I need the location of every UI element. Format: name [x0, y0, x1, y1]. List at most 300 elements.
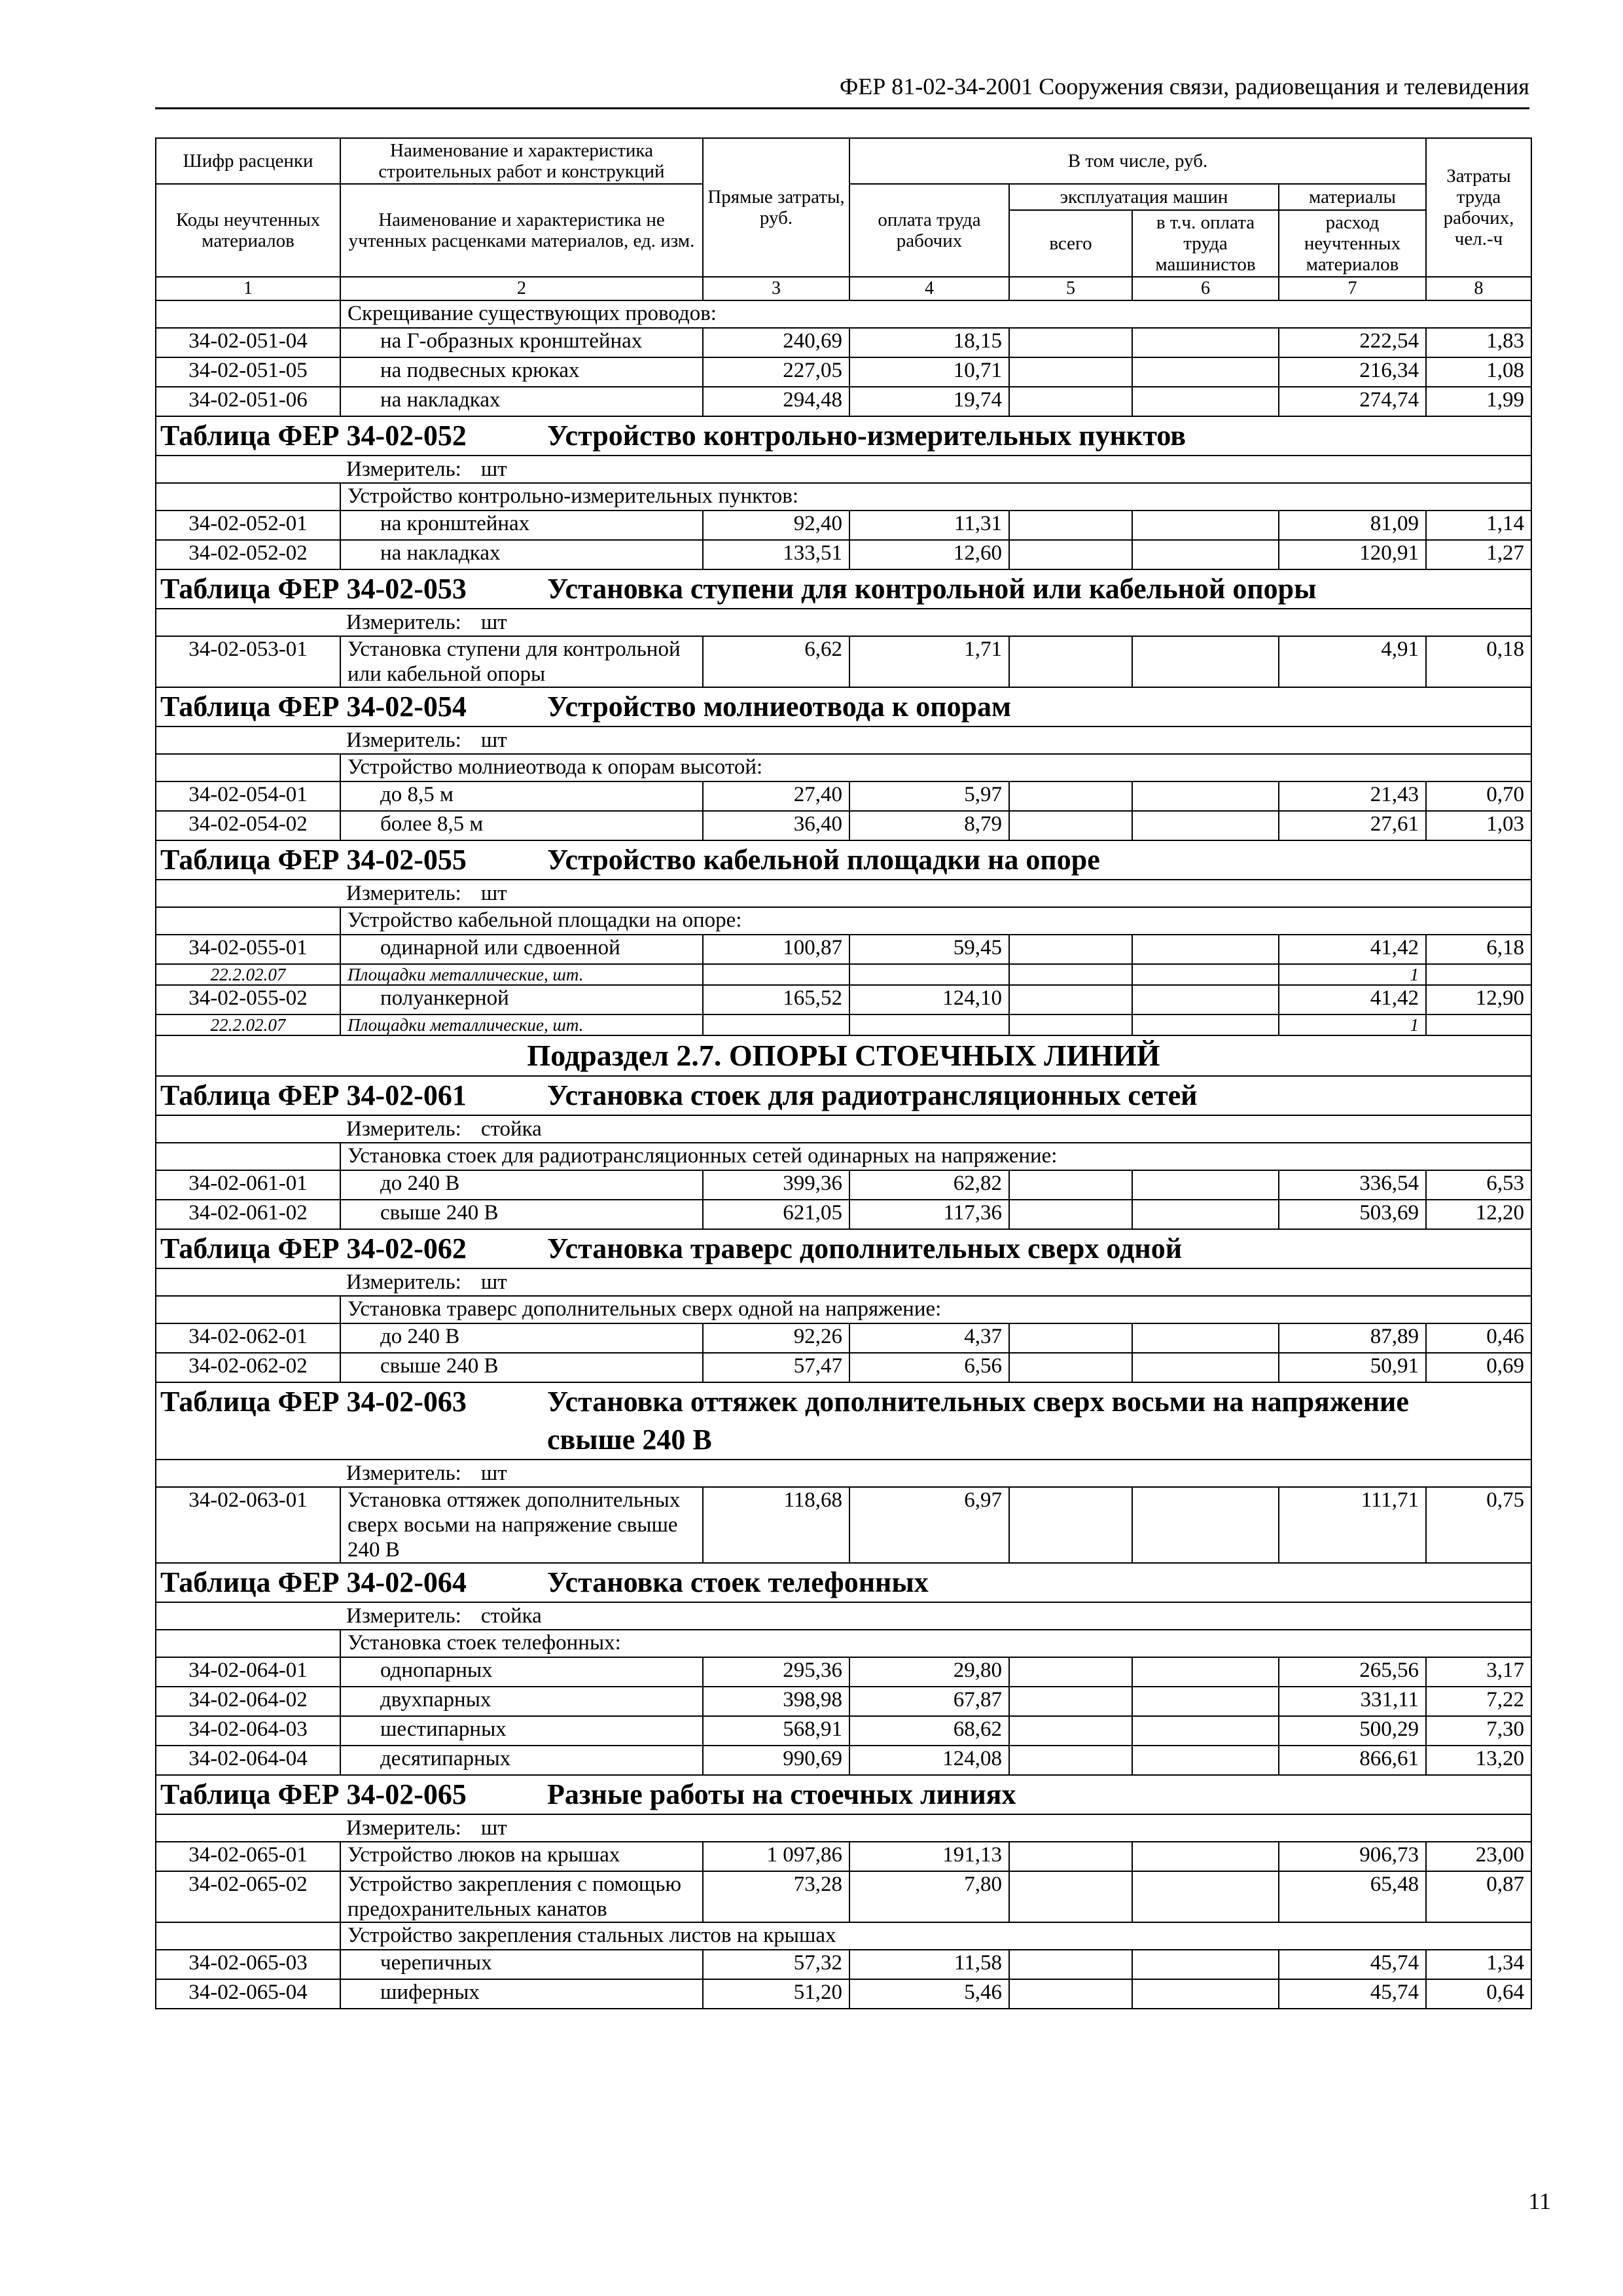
price-table — [155, 137, 1532, 2009]
table-title — [156, 1229, 1531, 1268]
row-labor-hours: 7,22 — [1426, 1687, 1531, 1716]
group-empty-cell — [156, 1296, 340, 1323]
row-labor-hours: 12,20 — [1426, 1200, 1531, 1229]
row-code: 34-02-062-01 — [156, 1323, 340, 1353]
row-direct-cost: 1 097,86 — [703, 1842, 849, 1871]
row-labor-hours: 1,83 — [1426, 328, 1531, 357]
row-labor-hours: 0,69 — [1426, 1353, 1531, 1382]
table-title — [156, 687, 1531, 726]
row-machines-labor — [1132, 811, 1279, 840]
group-row — [156, 907, 1531, 935]
row-direct-cost: 399,36 — [703, 1170, 849, 1200]
row-machines-labor — [1132, 636, 1279, 687]
table-name: Разные работы на стоечных линиях — [547, 1778, 1016, 1810]
row-direct-cost: 133,51 — [703, 540, 849, 569]
row-direct-cost: 57,47 — [703, 1353, 849, 1382]
row-name: на накладках — [340, 387, 703, 416]
table-row — [156, 540, 1531, 569]
row-machines-labor — [1132, 540, 1279, 569]
row-direct-cost: 27,40 — [703, 781, 849, 811]
empty-cell — [1132, 964, 1279, 985]
group-empty-cell — [156, 907, 340, 935]
meter-row — [156, 726, 1531, 754]
table-title-row — [156, 1563, 1531, 1602]
row-machines-total — [1009, 1687, 1132, 1716]
group-empty-cell — [156, 483, 340, 511]
row-machines-total — [1009, 1657, 1132, 1687]
empty-cell — [1426, 1014, 1531, 1035]
row-direct-cost: 100,87 — [703, 935, 849, 964]
row-direct-cost: 568,91 — [703, 1716, 849, 1746]
row-direct-cost: 227,05 — [703, 357, 849, 387]
table-row — [156, 357, 1531, 387]
meter-row — [156, 880, 1531, 907]
meter-cell — [156, 1602, 1531, 1630]
row-materials: 222,54 — [1279, 328, 1426, 357]
row-code: 34-02-052-02 — [156, 540, 340, 569]
row-machines-total — [1009, 1871, 1132, 1922]
row-materials: 41,42 — [1279, 985, 1426, 1014]
meter-row — [156, 1814, 1531, 1842]
row-direct-cost: 57,32 — [703, 1950, 849, 1979]
row-machines-labor — [1132, 1979, 1279, 2009]
meter-unit: шт — [480, 1816, 507, 1840]
col-num: 1 — [156, 277, 340, 300]
row-code: 34-02-062-02 — [156, 1353, 340, 1382]
row-name: Установка ступени для контрольной или кабельной опоры — [340, 636, 703, 687]
row-machines-total — [1009, 357, 1132, 387]
table-name: Установка ступени для контрольной или кабельной опоры — [547, 573, 1317, 605]
table-row — [156, 1746, 1531, 1775]
row-labor-hours: 0,64 — [1426, 1979, 1531, 2009]
row-labor-hours: 1,27 — [1426, 540, 1531, 569]
meter-unit: шт — [480, 611, 507, 634]
row-materials: 111,71 — [1279, 1487, 1426, 1563]
row-code: 34-02-061-01 — [156, 1170, 340, 1200]
empty-cell — [849, 964, 1009, 985]
meter-row — [156, 1460, 1531, 1487]
row-machines-total — [1009, 1200, 1132, 1229]
table-row — [156, 811, 1531, 840]
empty-cell — [703, 964, 849, 985]
row-machines-labor — [1132, 935, 1279, 964]
col-num: 2 — [340, 277, 703, 300]
table-row — [156, 1170, 1531, 1200]
row-name: более 8,5 м — [340, 811, 703, 840]
table-row — [156, 1487, 1531, 1563]
row-labor-pay: 5,97 — [849, 781, 1009, 811]
meter-label: Измеритель: — [346, 1816, 461, 1840]
page-number: 11 — [1528, 2188, 1551, 2214]
row-code: 34-02-064-01 — [156, 1657, 340, 1687]
row-labor-pay: 19,74 — [849, 387, 1009, 416]
row-machines-total — [1009, 1716, 1132, 1746]
meter-label: Измеритель: — [346, 882, 461, 905]
group-text: Устройство кабельной площадки на опоре: — [340, 907, 1531, 935]
row-materials: 87,89 — [1279, 1323, 1426, 1353]
row-machines-labor — [1132, 1487, 1279, 1563]
group-empty-cell — [156, 1143, 340, 1170]
row-name: однопарных — [340, 1657, 703, 1687]
row-direct-cost: 118,68 — [703, 1487, 849, 1563]
group-row — [156, 483, 1531, 511]
row-direct-cost: 73,28 — [703, 1871, 849, 1922]
row-materials: 65,48 — [1279, 1871, 1426, 1922]
row-labor-pay: 11,31 — [849, 511, 1009, 540]
table-number: Таблица ФЕР 34-02-055 — [160, 844, 467, 876]
table-name: Установка оттяжек дополнительных сверх восьми на напряжение свыше 240 В — [547, 1386, 1409, 1456]
row-code: 34-02-061-02 — [156, 1200, 340, 1229]
row-labor-hours: 1,99 — [1426, 387, 1531, 416]
row-labor-pay: 124,10 — [849, 985, 1009, 1014]
row-direct-cost: 36,40 — [703, 811, 849, 840]
table-row — [156, 985, 1531, 1014]
table-title-row — [156, 687, 1531, 726]
material-name: Площадки металлические, шт. — [340, 1014, 703, 1035]
row-labor-hours: 1,03 — [1426, 811, 1531, 840]
row-code: 34-02-053-01 — [156, 636, 340, 687]
row-direct-cost: 51,20 — [703, 1979, 849, 2009]
row-labor-pay: 4,37 — [849, 1323, 1009, 1353]
meter-label: Измеритель: — [346, 1462, 461, 1485]
row-name: шестипарных — [340, 1716, 703, 1746]
row-machines-total — [1009, 781, 1132, 811]
row-name: шиферных — [340, 1979, 703, 2009]
table-title-row — [156, 840, 1531, 880]
table-number: Таблица ФЕР 34-02-064 — [160, 1566, 467, 1598]
table-name: Установка стоек телефонных — [547, 1566, 929, 1598]
table-row — [156, 935, 1531, 964]
table-title — [156, 1382, 1531, 1460]
row-materials: 866,61 — [1279, 1746, 1426, 1775]
row-machines-total — [1009, 1170, 1132, 1200]
row-labor-hours: 7,30 — [1426, 1716, 1531, 1746]
subsection-row — [156, 1035, 1531, 1076]
row-labor-pay: 1,71 — [849, 636, 1009, 687]
table-name: Устройство кабельной площадки на опоре — [547, 844, 1100, 876]
table-row — [156, 387, 1531, 416]
table-name: Установка стоек для радиотрансляционных сетей — [547, 1079, 1198, 1111]
row-machines-labor — [1132, 1170, 1279, 1200]
table-row — [156, 1687, 1531, 1716]
row-code: 34-02-054-02 — [156, 811, 340, 840]
col-num: 8 — [1426, 277, 1531, 300]
row-materials: 336,54 — [1279, 1170, 1426, 1200]
meter-label: Измеритель: — [346, 457, 461, 481]
row-code: 34-02-065-02 — [156, 1871, 340, 1922]
table-title-row — [156, 1382, 1531, 1460]
table-row — [156, 636, 1531, 687]
meter-row — [156, 1268, 1531, 1296]
empty-cell — [1132, 1014, 1279, 1035]
table-number: Таблица ФЕР 34-02-062 — [160, 1232, 467, 1265]
table-row — [156, 328, 1531, 357]
table-name: Устройство молниеотвода к опорам — [547, 691, 1012, 723]
meter-label: Измеритель: — [346, 1117, 461, 1141]
row-code: 34-02-055-01 — [156, 935, 340, 964]
row-name: Установка оттяжек дополнительных сверх восьми на напряжение свыше 240 В — [340, 1487, 703, 1563]
meter-row — [156, 1602, 1531, 1630]
row-materials: 27,61 — [1279, 811, 1426, 840]
meter-row — [156, 456, 1531, 483]
row-code: 34-02-065-03 — [156, 1950, 340, 1979]
row-machines-total — [1009, 636, 1132, 687]
row-materials: 500,29 — [1279, 1716, 1426, 1746]
row-labor-pay: 10,71 — [849, 357, 1009, 387]
row-direct-cost: 398,98 — [703, 1687, 849, 1716]
material-name: Площадки металлические, шт. — [340, 964, 703, 985]
table-title — [156, 1563, 1531, 1602]
meter-unit: шт — [480, 457, 507, 481]
row-name: двухпарных — [340, 1687, 703, 1716]
empty-cell — [1009, 1014, 1132, 1035]
row-machines-labor — [1132, 1657, 1279, 1687]
group-text: Установка траверс дополнительных сверх одной на напряжение: — [340, 1296, 1531, 1323]
col-name2-header: Наименование и характеристика не учтенных расценками материалов, ед. изм. — [340, 184, 703, 277]
row-machines-labor — [1132, 1323, 1279, 1353]
row-labor-hours: 0,18 — [1426, 636, 1531, 687]
group-row — [156, 1630, 1531, 1657]
table-title-row — [156, 1229, 1531, 1268]
row-code: 34-02-065-01 — [156, 1842, 340, 1871]
row-machines-total — [1009, 935, 1132, 964]
row-name: десятипарных — [340, 1746, 703, 1775]
group-row — [156, 1922, 1531, 1950]
table-body — [156, 300, 1531, 2009]
page-header: ФЕР 81-02-34-2001 Сооружения связи, радиовещания и телевидения — [155, 71, 1529, 109]
row-labor-pay: 6,56 — [849, 1353, 1009, 1382]
row-labor-hours: 12,90 — [1426, 985, 1531, 1014]
meter-cell — [156, 1814, 1531, 1842]
row-labor-pay: 12,60 — [849, 540, 1009, 569]
row-materials: 906,73 — [1279, 1842, 1426, 1871]
row-machines-labor — [1132, 781, 1279, 811]
group-empty-cell — [156, 1630, 340, 1657]
row-labor-hours: 23,00 — [1426, 1842, 1531, 1871]
row-code: 34-02-064-02 — [156, 1687, 340, 1716]
meter-label: Измеритель: — [346, 1270, 461, 1294]
table-number: Таблица ФЕР 34-02-052 — [160, 420, 467, 452]
row-materials: 265,56 — [1279, 1657, 1426, 1687]
empty-cell — [703, 1014, 849, 1035]
group-empty-cell — [156, 300, 340, 328]
group-text: Устройство закрепления стальных листов на крышах — [340, 1922, 1531, 1950]
group-empty-cell — [156, 754, 340, 781]
row-machines-total — [1009, 985, 1132, 1014]
row-direct-cost: 240,69 — [703, 328, 849, 357]
meter-row — [156, 1115, 1531, 1143]
material-qty: 1 — [1279, 964, 1426, 985]
row-name: свыше 240 В — [340, 1353, 703, 1382]
row-name: Устройство закрепления с помощью предохранительных канатов — [340, 1871, 703, 1922]
meter-cell — [156, 1268, 1531, 1296]
row-labor-hours: 6,18 — [1426, 935, 1531, 964]
row-code: 34-02-051-06 — [156, 387, 340, 416]
table-row — [156, 511, 1531, 540]
row-name: на подвесных крюках — [340, 357, 703, 387]
row-materials: 4,91 — [1279, 636, 1426, 687]
row-direct-cost: 165,52 — [703, 985, 849, 1014]
table-title-row — [156, 1775, 1531, 1814]
row-labor-pay: 191,13 — [849, 1842, 1009, 1871]
table-row — [156, 781, 1531, 811]
col-incl-header: В том числе, руб. — [849, 138, 1426, 184]
row-code: 34-02-065-04 — [156, 1979, 340, 2009]
row-code: 34-02-051-05 — [156, 357, 340, 387]
row-code: 34-02-054-01 — [156, 781, 340, 811]
row-machines-total — [1009, 1979, 1132, 2009]
row-labor-pay: 5,46 — [849, 1979, 1009, 2009]
table-title — [156, 1076, 1531, 1115]
row-name: до 8,5 м — [340, 781, 703, 811]
table-title — [156, 840, 1531, 880]
meter-unit: шт — [480, 882, 507, 905]
row-machines-labor — [1132, 387, 1279, 416]
row-direct-cost: 990,69 — [703, 1746, 849, 1775]
row-name: до 240 В — [340, 1170, 703, 1200]
table-title — [156, 569, 1531, 609]
table-row — [156, 1716, 1531, 1746]
col-num: 5 — [1009, 277, 1132, 300]
row-materials: 45,74 — [1279, 1950, 1426, 1979]
row-labor-pay: 67,87 — [849, 1687, 1009, 1716]
col-machines-header: эксплуатация машин — [1009, 184, 1279, 210]
table-number: Таблица ФЕР 34-02-053 — [160, 573, 467, 605]
meter-unit: шт — [480, 1462, 507, 1485]
material-code: 22.2.02.07 — [156, 1014, 340, 1035]
row-name: до 240 В — [340, 1323, 703, 1353]
group-text: Устройство молниеотвода к опорам высотой: — [340, 754, 1531, 781]
row-labor-pay: 6,97 — [849, 1487, 1009, 1563]
meter-cell — [156, 456, 1531, 483]
col-num: 3 — [703, 277, 849, 300]
row-labor-pay: 117,36 — [849, 1200, 1009, 1229]
group-row — [156, 300, 1531, 328]
table-title-row — [156, 1076, 1531, 1115]
group-row — [156, 1296, 1531, 1323]
row-machines-total — [1009, 1746, 1132, 1775]
row-machines-labor — [1132, 1842, 1279, 1871]
row-machines-total — [1009, 1323, 1132, 1353]
row-machines-total — [1009, 1842, 1132, 1871]
meter-cell — [156, 726, 1531, 754]
table-number: Таблица ФЕР 34-02-063 — [160, 1386, 467, 1418]
row-labor-pay: 8,79 — [849, 811, 1009, 840]
row-materials: 120,91 — [1279, 540, 1426, 569]
group-row — [156, 1143, 1531, 1170]
row-code: 34-02-064-04 — [156, 1746, 340, 1775]
meter-unit: шт — [480, 728, 507, 752]
group-text: Скрещивание существующих проводов: — [340, 300, 1531, 328]
row-direct-cost: 294,48 — [703, 387, 849, 416]
row-machines-total — [1009, 511, 1132, 540]
row-materials: 41,42 — [1279, 935, 1426, 964]
row-direct-cost: 295,36 — [703, 1657, 849, 1687]
row-machines-labor — [1132, 1716, 1279, 1746]
col-num: 4 — [849, 277, 1009, 300]
row-code: 34-02-063-01 — [156, 1487, 340, 1563]
row-labor-pay: 29,80 — [849, 1657, 1009, 1687]
row-code: 34-02-055-02 — [156, 985, 340, 1014]
table-header — [156, 138, 1531, 300]
row-direct-cost: 621,05 — [703, 1200, 849, 1229]
row-name: свыше 240 В — [340, 1200, 703, 1229]
row-direct-cost: 92,40 — [703, 511, 849, 540]
col-name-header: Наименование и характеристика строительных работ и конструкций — [340, 138, 703, 184]
meter-label: Измеритель: — [346, 611, 461, 634]
table-title — [156, 416, 1531, 456]
table-row — [156, 1353, 1531, 1382]
table-row — [156, 1200, 1531, 1229]
material-qty: 1 — [1279, 1014, 1426, 1035]
row-labor-hours: 1,08 — [1426, 357, 1531, 387]
row-name: Устройство люков на крышах — [340, 1842, 703, 1871]
row-labor-pay: 18,15 — [849, 328, 1009, 357]
group-row — [156, 754, 1531, 781]
row-labor-hours: 3,17 — [1426, 1657, 1531, 1687]
row-code: 34-02-052-01 — [156, 511, 340, 540]
meter-cell — [156, 609, 1531, 636]
row-machines-labor — [1132, 357, 1279, 387]
row-machines-labor — [1132, 328, 1279, 357]
row-labor-pay: 124,08 — [849, 1746, 1009, 1775]
row-machines-labor — [1132, 1687, 1279, 1716]
row-machines-labor — [1132, 985, 1279, 1014]
table-row — [156, 1842, 1531, 1871]
empty-cell — [849, 1014, 1009, 1035]
row-materials: 503,69 — [1279, 1200, 1426, 1229]
row-labor-hours: 1,14 — [1426, 511, 1531, 540]
group-text: Устройство контрольно-измерительных пунктов: — [340, 483, 1531, 511]
row-machines-total — [1009, 811, 1132, 840]
row-labor-pay: 11,58 — [849, 1950, 1009, 1979]
meter-unit: шт — [480, 1270, 507, 1294]
row-labor-hours: 0,46 — [1426, 1323, 1531, 1353]
row-materials: 331,11 — [1279, 1687, 1426, 1716]
col-num: 7 — [1279, 277, 1426, 300]
table-row — [156, 1979, 1531, 2009]
row-machines-labor — [1132, 1871, 1279, 1922]
row-labor-pay: 59,45 — [849, 935, 1009, 964]
row-labor-pay: 7,80 — [849, 1871, 1009, 1922]
group-text: Установка стоек для радиотрансляционных сетей одинарных на напряжение: — [340, 1143, 1531, 1170]
row-name: одинарной или сдвоенной — [340, 935, 703, 964]
row-name: полуанкерной — [340, 985, 703, 1014]
meter-row — [156, 609, 1531, 636]
table-name: Установка траверс дополнительных сверх одной — [547, 1232, 1183, 1265]
table-name: Устройство контрольно-измерительных пунктов — [547, 420, 1186, 452]
row-labor-pay: 68,62 — [849, 1716, 1009, 1746]
meter-cell — [156, 880, 1531, 907]
row-machines-labor — [1132, 511, 1279, 540]
subsection-title: Подраздел 2.7. ОПОРЫ СТОЕЧНЫХ ЛИНИЙ — [156, 1035, 1531, 1076]
row-labor-hours: 0,70 — [1426, 781, 1531, 811]
row-direct-cost: 92,26 — [703, 1323, 849, 1353]
table-number: Таблица ФЕР 34-02-054 — [160, 691, 467, 723]
row-materials: 21,43 — [1279, 781, 1426, 811]
row-materials: 45,74 — [1279, 1979, 1426, 2009]
row-code: 34-02-064-03 — [156, 1716, 340, 1746]
meter-cell — [156, 1115, 1531, 1143]
material-code: 22.2.02.07 — [156, 964, 340, 985]
col-machines-total-header: всего — [1009, 210, 1132, 277]
material-row — [156, 1014, 1531, 1035]
col-direct-header: Прямые затраты, руб. — [703, 138, 849, 277]
meter-label: Измеритель: — [346, 1604, 461, 1628]
col-machines-labor-header: в т.ч. оплата труда машинистов — [1132, 210, 1279, 277]
col-num: 6 — [1132, 277, 1279, 300]
col-materials-header: материалы — [1279, 184, 1426, 210]
